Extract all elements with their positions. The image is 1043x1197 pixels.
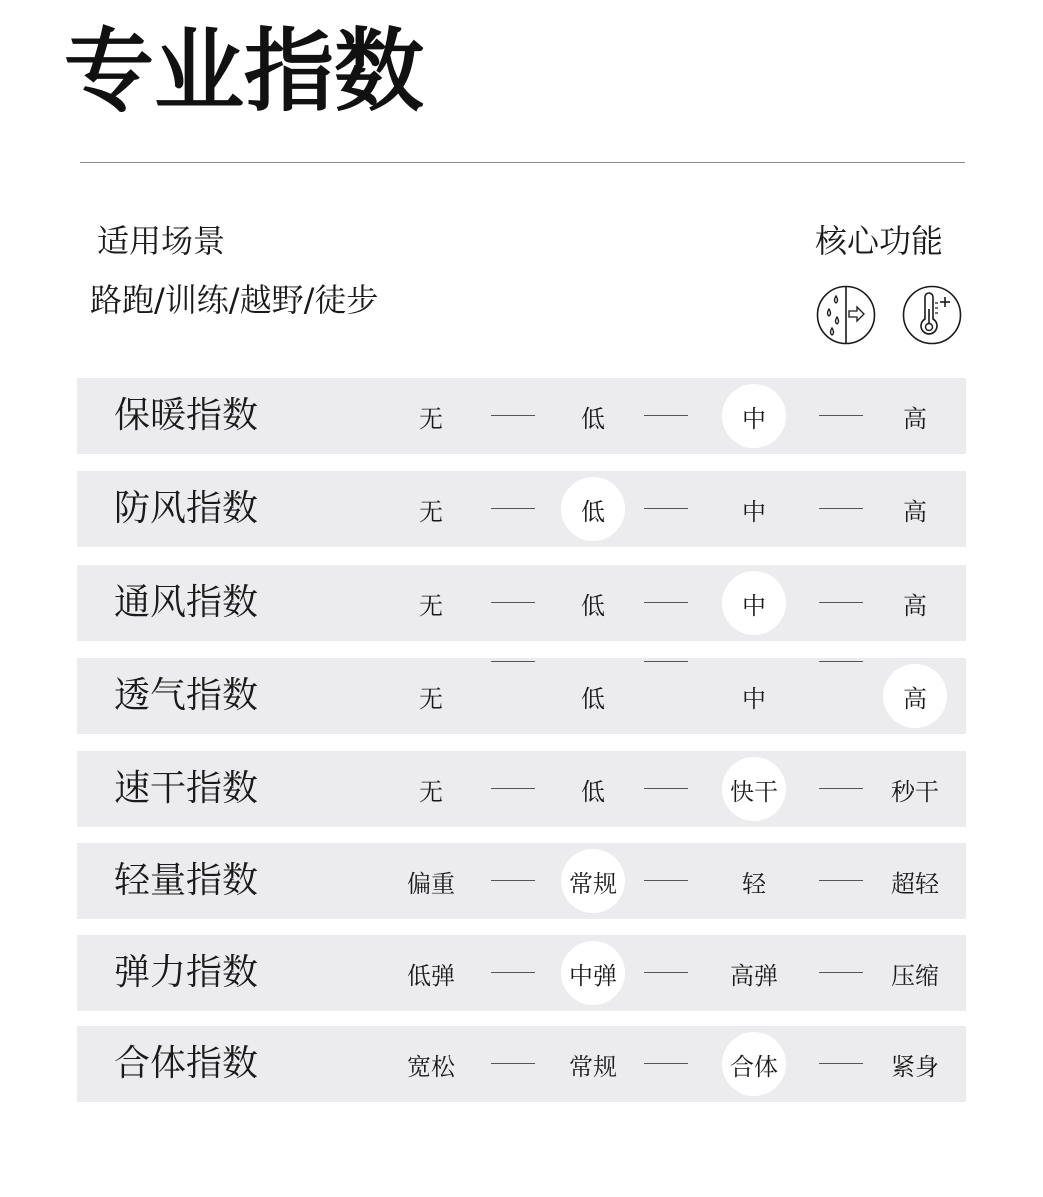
index-level xyxy=(722,471,786,547)
index-level-selected xyxy=(722,1026,786,1102)
level-text: 压缩 xyxy=(891,961,939,990)
level-connector xyxy=(644,880,688,881)
level-connector xyxy=(819,602,863,603)
index-level xyxy=(722,935,786,1011)
level-text: 无 xyxy=(419,591,443,620)
index-level xyxy=(399,935,463,1011)
index-row xyxy=(77,471,966,547)
index-label: 通风指数 xyxy=(114,582,259,623)
level-text: 无 xyxy=(419,684,443,713)
index-level-selected xyxy=(561,471,625,547)
level-connector xyxy=(491,661,535,662)
index-level xyxy=(399,471,463,547)
thermometer-warm-icon xyxy=(902,285,962,345)
level-connector xyxy=(644,788,688,789)
index-level xyxy=(399,658,463,734)
index-level xyxy=(883,471,947,547)
scene-value: 路跑/训练/越野/徒步 xyxy=(90,281,379,319)
index-label: 透气指数 xyxy=(114,675,259,716)
level-text: 低 xyxy=(581,777,605,806)
index-row xyxy=(77,1026,966,1102)
level-connector xyxy=(819,788,863,789)
level-text: 秒干 xyxy=(891,777,939,806)
index-level xyxy=(883,378,947,454)
level-text: 中 xyxy=(722,571,786,635)
index-row xyxy=(77,843,966,919)
index-level xyxy=(883,1026,947,1102)
index-level xyxy=(399,751,463,827)
level-connector xyxy=(819,880,863,881)
level-connector xyxy=(644,661,688,662)
level-text: 无 xyxy=(419,777,443,806)
level-text: 紧身 xyxy=(891,1052,939,1081)
level-connector xyxy=(819,972,863,973)
level-text: 高 xyxy=(903,497,927,526)
level-text: 常规 xyxy=(569,1052,617,1081)
index-level xyxy=(561,751,625,827)
index-level-selected xyxy=(561,935,625,1011)
index-level xyxy=(399,1026,463,1102)
index-level xyxy=(722,843,786,919)
core-function-label: 核心功能 xyxy=(815,222,944,260)
level-text: 无 xyxy=(419,497,443,526)
level-connector xyxy=(491,508,535,509)
index-level-selected xyxy=(722,378,786,454)
scene-label: 适用场景 xyxy=(97,222,226,260)
level-text: 中 xyxy=(722,384,786,448)
index-level xyxy=(883,565,947,641)
level-connector xyxy=(819,415,863,416)
level-connector xyxy=(644,972,688,973)
index-label: 合体指数 xyxy=(114,1043,259,1084)
level-text: 中 xyxy=(742,684,766,713)
level-text: 高弹 xyxy=(730,961,778,990)
level-connector xyxy=(491,415,535,416)
index-label: 轻量指数 xyxy=(114,860,259,901)
level-text: 合体 xyxy=(722,1032,786,1096)
level-connector xyxy=(819,508,863,509)
level-text: 低 xyxy=(561,477,625,541)
index-level xyxy=(561,658,625,734)
index-level xyxy=(722,658,786,734)
level-text: 低 xyxy=(581,591,605,620)
index-level-selected xyxy=(722,751,786,827)
title-divider xyxy=(80,162,965,163)
index-label: 弹力指数 xyxy=(114,952,259,993)
index-label: 防风指数 xyxy=(114,488,259,529)
level-connector xyxy=(819,1063,863,1064)
index-level-selected xyxy=(883,658,947,734)
level-text: 高 xyxy=(903,404,927,433)
level-connector xyxy=(491,880,535,881)
page-title: 专业指数 xyxy=(64,19,424,124)
level-connector xyxy=(644,602,688,603)
level-text: 宽松 xyxy=(407,1052,455,1081)
index-row xyxy=(77,378,966,454)
level-text: 低 xyxy=(581,684,605,713)
index-level xyxy=(883,751,947,827)
level-connector xyxy=(644,415,688,416)
index-level-selected xyxy=(561,843,625,919)
level-connector xyxy=(819,661,863,662)
level-text: 无 xyxy=(419,404,443,433)
index-level xyxy=(561,378,625,454)
level-text: 快干 xyxy=(722,757,786,821)
level-connector xyxy=(491,788,535,789)
index-level xyxy=(883,843,947,919)
index-row xyxy=(77,751,966,827)
index-row xyxy=(77,565,966,641)
level-text: 常规 xyxy=(561,849,625,913)
water-repellent-icon xyxy=(816,285,876,345)
index-level xyxy=(561,565,625,641)
index-level xyxy=(561,1026,625,1102)
index-level xyxy=(399,843,463,919)
index-row xyxy=(77,658,966,734)
level-connector xyxy=(491,972,535,973)
level-connector xyxy=(491,1063,535,1064)
index-level-selected xyxy=(722,565,786,641)
index-label: 保暖指数 xyxy=(114,395,259,436)
level-text: 低 xyxy=(581,404,605,433)
index-level xyxy=(883,935,947,1011)
level-text: 超轻 xyxy=(891,869,939,898)
index-label: 速干指数 xyxy=(114,768,259,809)
level-text: 轻 xyxy=(742,869,766,898)
level-text: 高 xyxy=(903,591,927,620)
level-text: 高 xyxy=(883,664,947,728)
level-connector xyxy=(644,508,688,509)
index-level xyxy=(399,378,463,454)
level-text: 偏重 xyxy=(407,869,455,898)
level-text: 中 xyxy=(742,497,766,526)
level-text: 低弹 xyxy=(407,961,455,990)
level-connector xyxy=(491,602,535,603)
level-connector xyxy=(644,1063,688,1064)
level-text: 中弹 xyxy=(561,941,625,1005)
index-row xyxy=(77,935,966,1011)
index-level xyxy=(399,565,463,641)
